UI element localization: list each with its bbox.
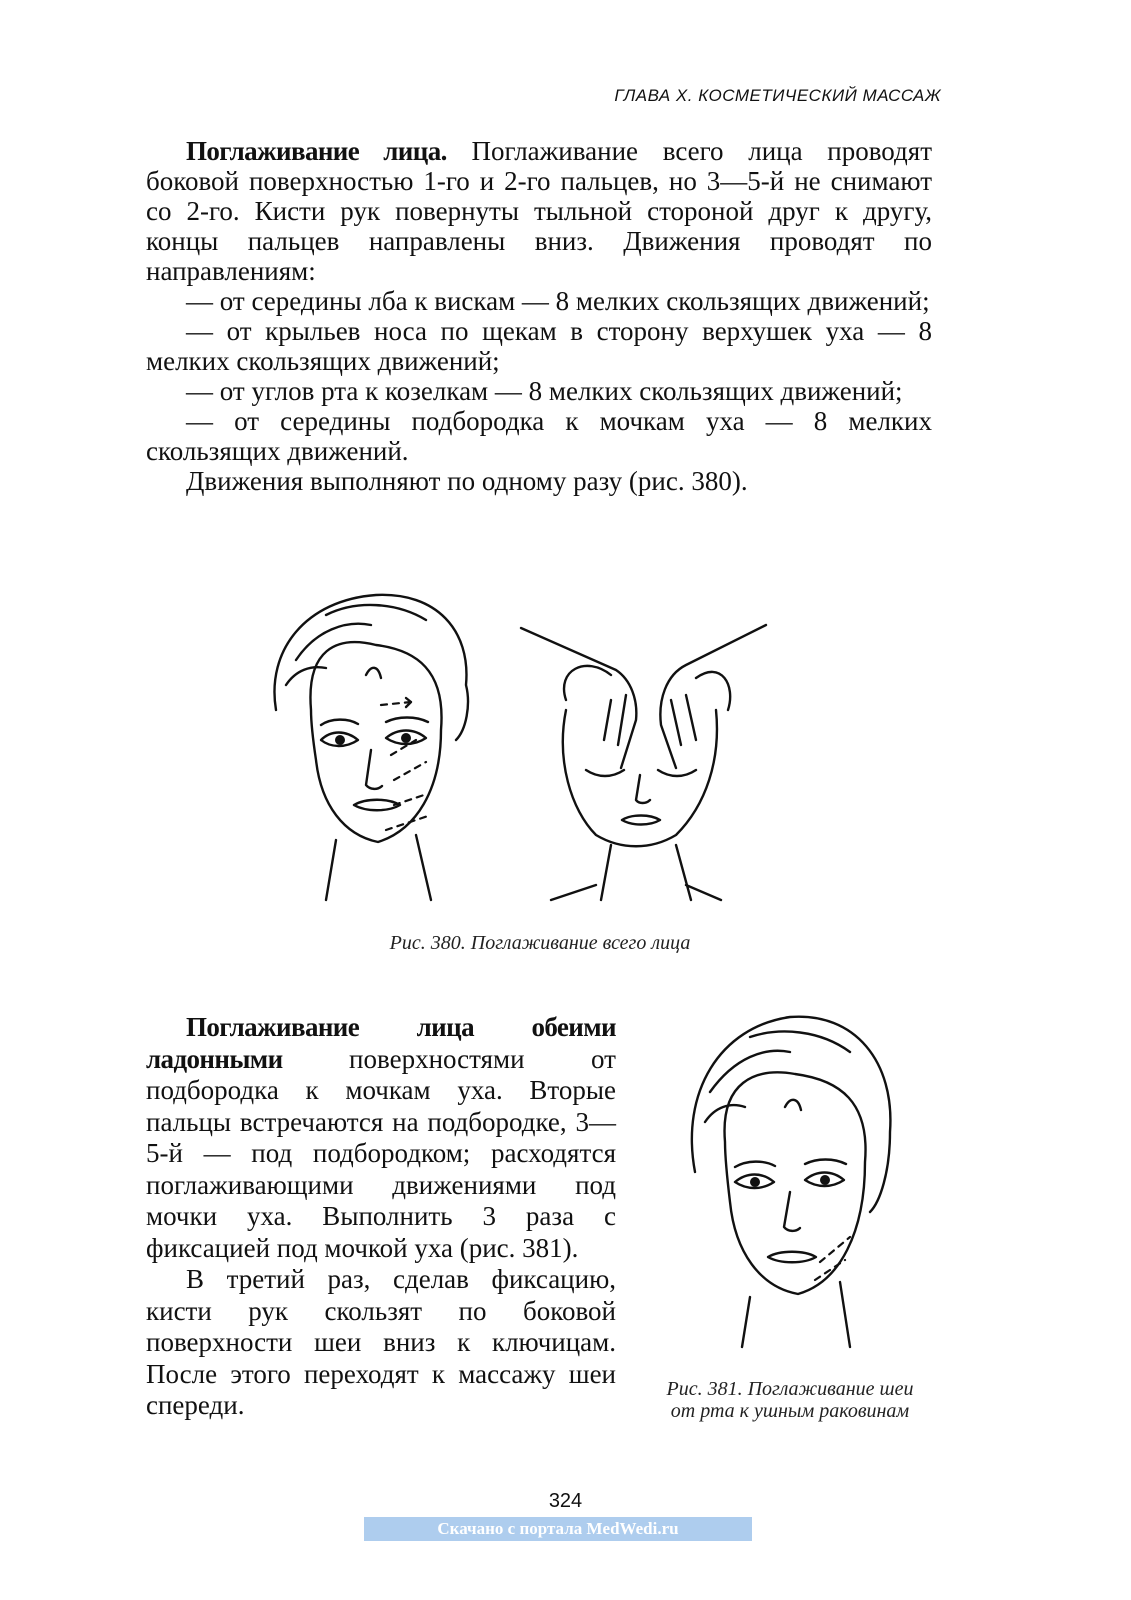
figure-380 — [266, 590, 806, 910]
figure-381-drawing — [680, 1012, 900, 1352]
running-head: ГЛАВА X. КОСМЕТИЧЕСКИЙ МАССАЖ — [614, 86, 941, 105]
paragraph — [146, 1012, 616, 1264]
section-face-stroking — [146, 136, 932, 496]
figure-381-caption: Рис. 381. Поглаживание шеи от рта к ушным раковинам — [666, 1378, 914, 1422]
figure-380-caption: Рис. 380. Поглаживание всего лица — [389, 932, 691, 954]
list-item: — от крыльев носа по щекам в сторону верхушек уха — 8 мелких скользящих движений; — [146, 316, 932, 376]
figure-380-drawing — [266, 590, 806, 910]
paragraph-closing: Движения выполняют по одному разу (рис. 380). — [186, 466, 748, 496]
paragraph-lead: Поглаживание лица обеими ладонными — [146, 1012, 616, 1074]
page-number: 324 — [548, 1490, 583, 1512]
paragraph: В третий раз, сделав фиксацию, кисти рук скользят по боковой поверхности шеи вниз к ключицам. После этого переходят к массажу шеи спереди. — [146, 1264, 616, 1420]
paragraph-text: поверхностями от подбородка к мочкам уха. Вторые пальцы встречаются на подбородке, 3—5-й — под подбородком; расходятся поглаживающими движениями под мочки уха. Выполнить 3 раза с фиксацией под мочкой уха (рис. 381). — [146, 1043, 616, 1263]
paragraph-intro-text: Поглаживание всего лица проводят боковой поверхностью 1-го и 2-го пальцев, но 3—5-й не снимают со 2-го. Кисти рук повернуты тыльной стороной друг к другу, концы пальцев направлены вниз. Движения проводят по направлениям: — [146, 136, 932, 286]
download-banner[interactable]: Скачано с портала MedWedi.ru — [364, 1517, 752, 1541]
list-item: — от середины лба к вискам — 8 мелких скользящих движений; — [186, 286, 930, 316]
face-illustration-left — [274, 595, 467, 900]
face-illustration-right — [521, 625, 766, 900]
figure-381 — [680, 1012, 900, 1352]
list-item: — от углов рта к козелкам — 8 мелких скользящих движений; — [186, 376, 903, 406]
paragraph-lead: Поглаживание лица. — [186, 136, 447, 166]
list-item: — от середины подбородка к мочкам уха — 8 мелких скользящих движений. — [146, 406, 932, 466]
face-illustration — [692, 1017, 891, 1347]
section-palm-stroking — [146, 1012, 616, 1422]
paragraph-intro — [146, 136, 932, 286]
